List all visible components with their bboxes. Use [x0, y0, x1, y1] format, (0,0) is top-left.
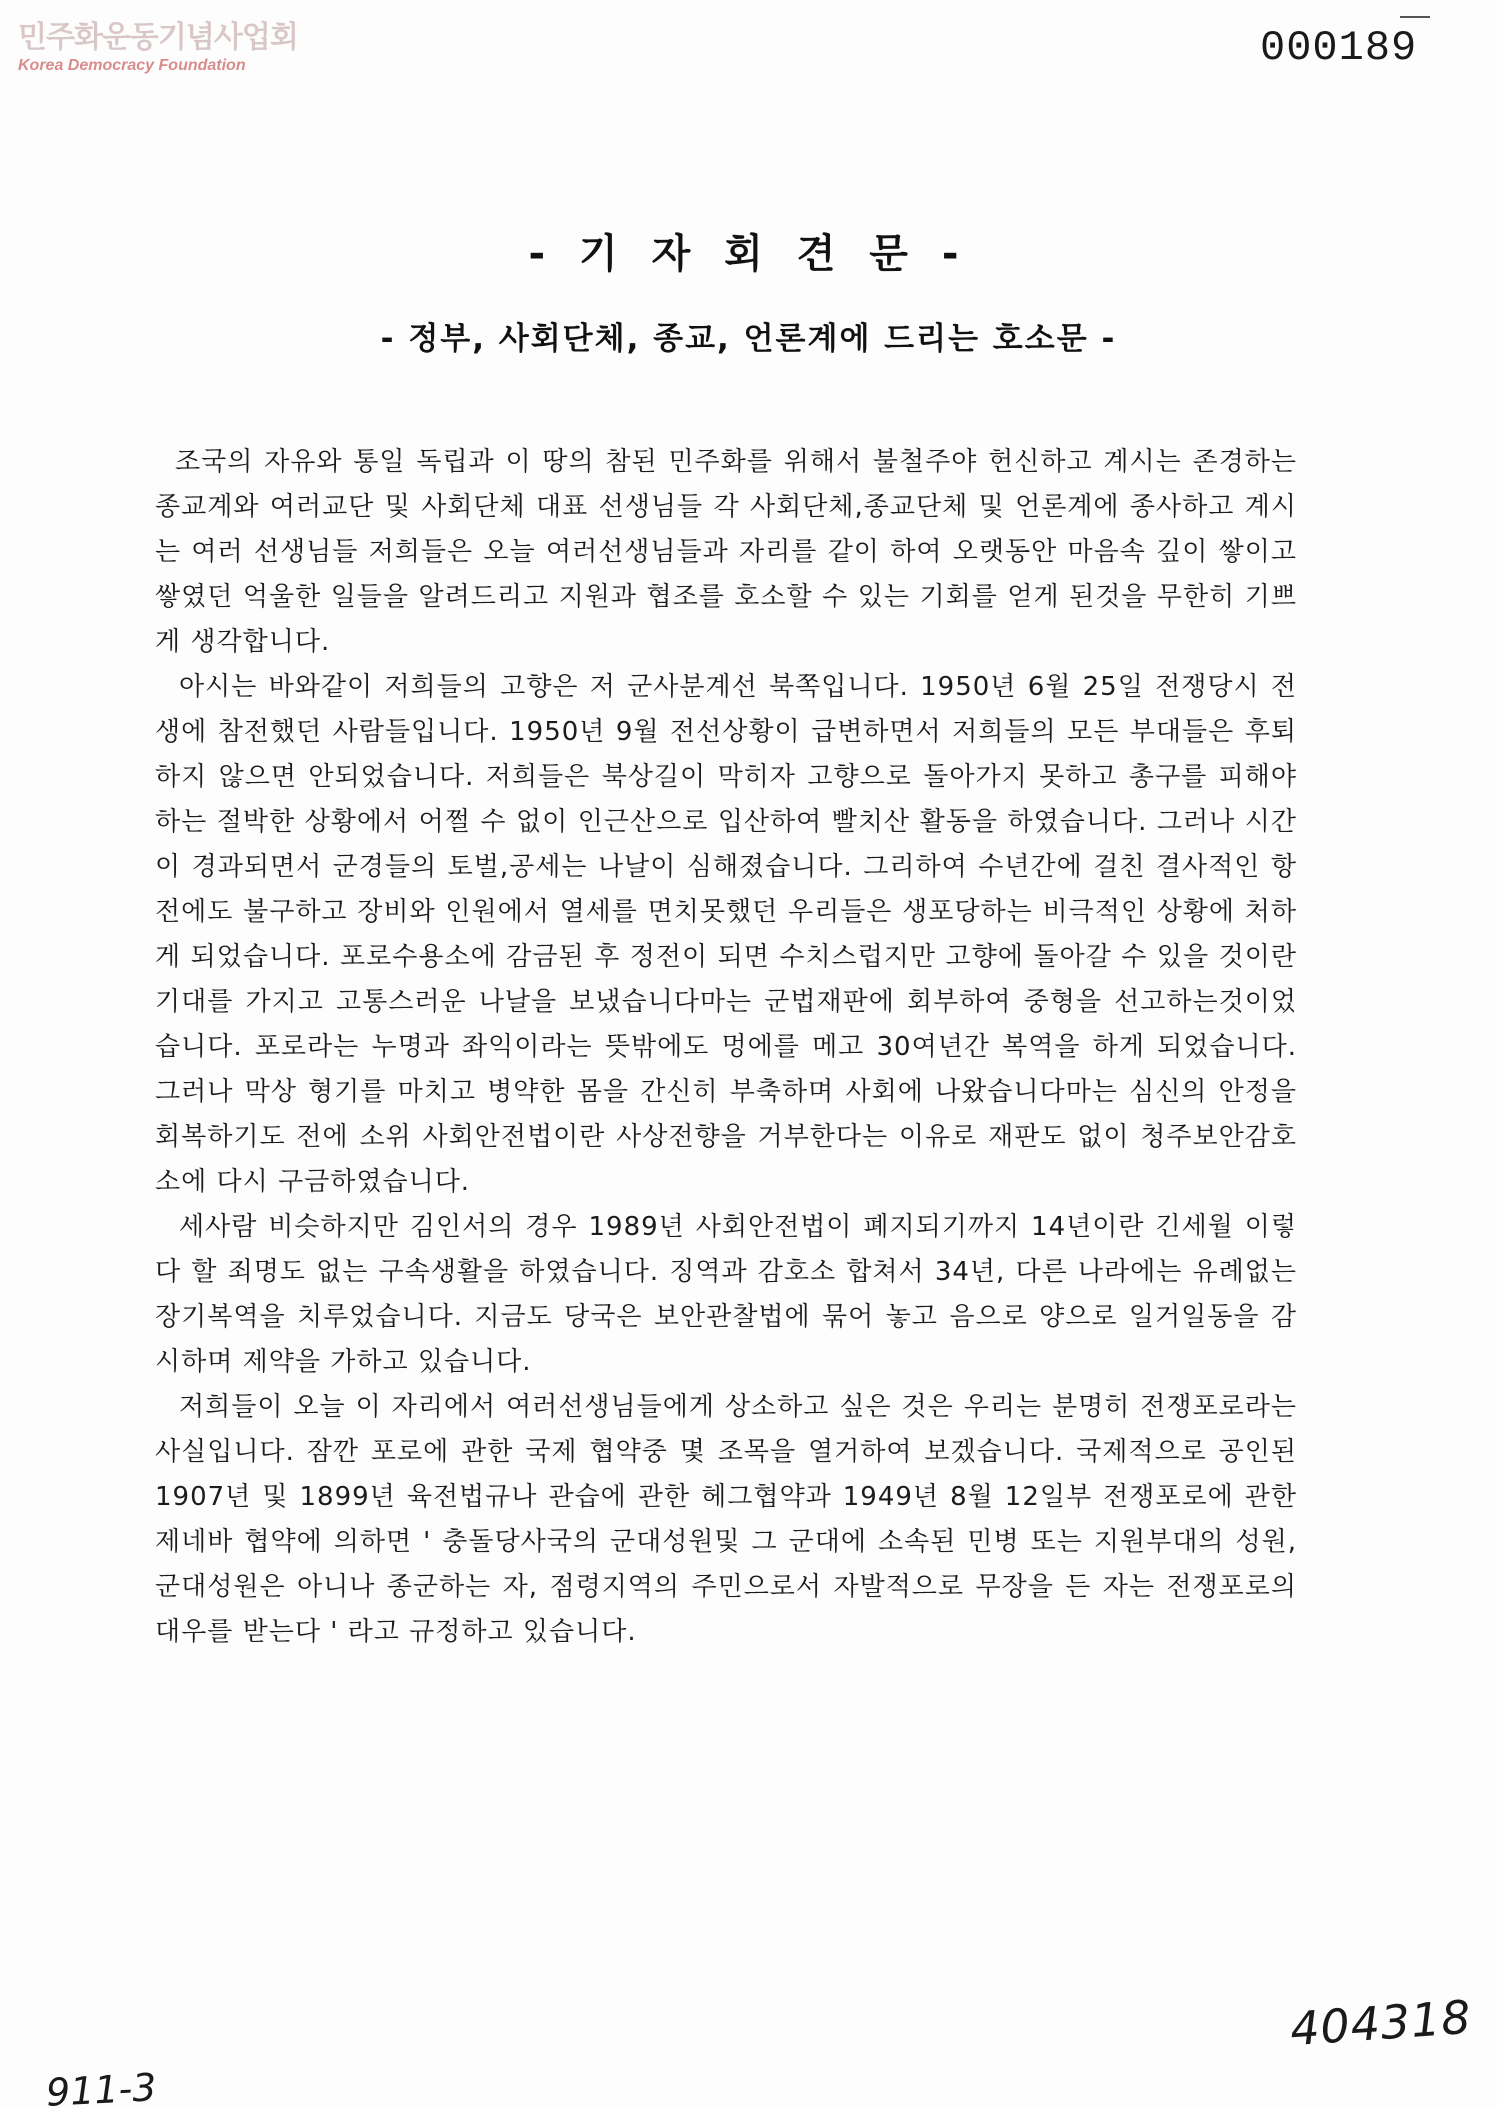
handwritten-archive-code: 404318 [1288, 1989, 1474, 2057]
body-paragraph-1: 조국의 자유와 통일 독립과 이 땅의 참된 민주화를 위해서 불철주야 헌신하고 계시는 존경하는 종교계와 여러교단 및 사회단체 대표 선생님들 각 사회단체,종교단체 및 언론계에 종사하고 계시는 여러 선생님들 저희들은 오늘 여러선생님들과 자리를 같이 하여 오랫동안 마음속 깊이 쌓이고 쌓였던 억울한 일들을 알려드리고 지원과 협조를 호소할 수 있는 기회를 얻게 된것을 무한히 기쁘게 생각합니다. [155, 447, 1297, 657]
document-title: - 기 자 회 견 문 - [528, 231, 969, 277]
watermark-korean: 민주화운동기념사업회 [18, 20, 298, 55]
document-subtitle: - 정부, 사회단체, 종교, 언론계에 드리는 호소문 - [380, 321, 1117, 357]
handwritten-page-code: 911-3 [44, 2065, 158, 2115]
document-body [155, 440, 1297, 1655]
stamp-mark-line [1400, 16, 1430, 18]
document-number-stamp: 000189 [1260, 24, 1418, 72]
body-paragraph-3: 세사람 비슷하지만 김인서의 경우 1989년 사회안전법이 폐지되기까지 14년이란 긴세월 이렇다 할 죄명도 없는 구속생활을 하였습니다. 징역과 감호소 합쳐서 34년, 다른 나라에는 유례없는 장기복역을 치루었습니다. 지금도 당국은 보안관찰법에 묶어 놓고 음으로 양으로 일거일동을 감시하며 제약을 가하고 있습니다. [155, 1212, 1297, 1377]
foundation-watermark [18, 20, 298, 76]
watermark-english: Korea Democracy Foundation [18, 57, 246, 74]
body-paragraph-2: 아시는 바와같이 저희들의 고향은 저 군사분계선 북쪽입니다. 1950년 6월 25일 전쟁당시 전생에 참전했던 사람들입니다. 1950년 9월 전선상황이 급변하면서 저희들의 모든 부대들은 후퇴하지 않으면 안되었습니다. 저희들은 북상길이 막히자 고향으로 돌아가지 못하고 총구를 피해야하는 절박한 상황에서 어쩔 수 없이 인근산으로 입산하여 빨치산 활동을 하였습니다. 그러나 시간이 경과되면서 군경들의 토벌,공세는 나날이 심해졌습니다. 그리하여 수년간에 걸친 결사적인 항전에도 불구하고 장비와 인원에서 열세를 면치못했던 우리들은 생포당하는 비극적인 상황에 처하게 되었습니다. 포로수용소에 감금된 후 정전이 되면 수치스럽지만 고향에 돌아갈 수 있을 것이란 기대를 가지고 고통스러운 나날을 보냈습니다마는 군법재판에 회부하여 중형을 선고하는것이었습니다. 포로라는 누명과 좌익이라는 뜻밖에도 멍에를 메고 30여년간 복역을 하게 되었습니다. 그러나 막상 형기를 마치고 병약한 몸을 간신히 부축하며 사회에 나왔습니다마는 심신의 안정을 회복하기도 전에 소위 사회안전법이란 사상전향을 거부한다는 이유로 재판도 없이 청주보안감호소에 다시 구금하였습니다. [155, 672, 1297, 1197]
body-paragraph-4: 저희들이 오늘 이 자리에서 여러선생님들에게 상소하고 싶은 것은 우리는 분명히 전쟁포로라는 사실입니다. 잠깐 포로에 관한 국제 협약중 몇 조목을 열거하여 보겠습니다. 국제적으로 공인된 1907년 및 1899년 육전법규나 관습에 관한 헤그협약과 1949년 8월 12일부 전쟁포로에 관한 제네바 협약에 의하면 ' 충돌당사국의 군대성원및 그 군대에 소속된 민병 또는 지원부대의 성원, 군대성원은 아니나 종군하는 자, 점령지역의 주민으로서 자발적으로 무장을 든 자는 전쟁포로의 대우를 받는다 ' 라고 규정하고 있습니다. [155, 1392, 1297, 1647]
